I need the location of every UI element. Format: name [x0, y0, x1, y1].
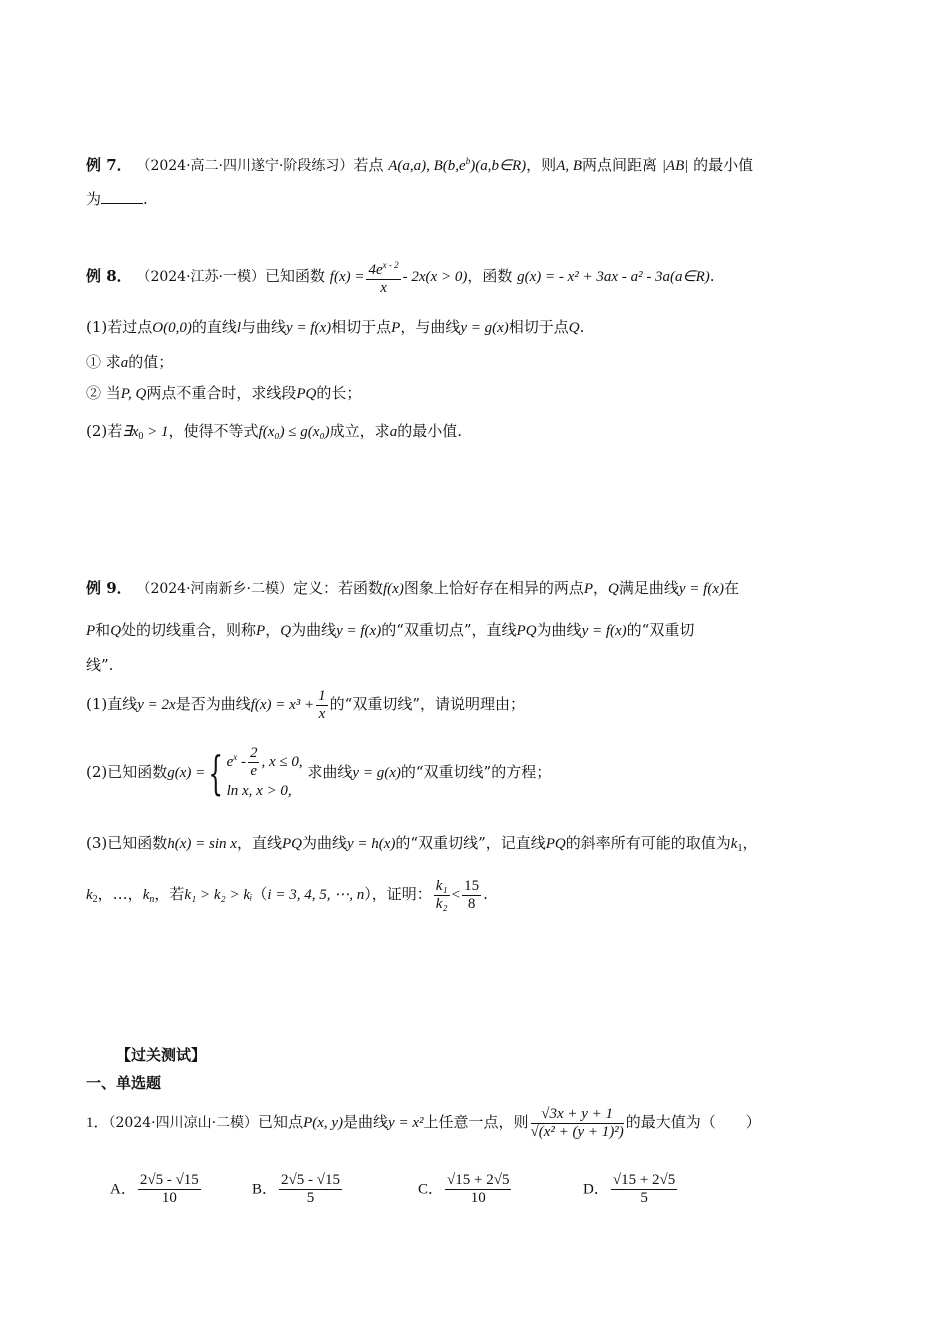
- ex7-math: A, B: [556, 158, 583, 174]
- ex9-part3-cont: $k_2$，…，$k_n$，若k₁ > k₂ > kᵢ（i = 3, 4, 5, ⋯, n），证明： $\frac{\text{k₁}}{\text{k₂}}$ < $\frac{15}{8}$ .: [86, 877, 488, 912]
- option-a[interactable]: A． $\frac{2√5 - √15}{10}$: [110, 1172, 199, 1206]
- option-d[interactable]: D． $\frac{√15 + 2√5}{5}$: [583, 1172, 676, 1206]
- ex9-part3: (3)已知函数h(x) = sin x，直线PQ为曲线y = h(x)的“双重切线”，记直线PQ的斜率所有可能的取值为$k_1$，: [86, 834, 758, 854]
- ex8-text: 已知函数: [264, 267, 325, 285]
- ex8-f-frac: $\frac{4e^{x - 2}}{x}$: [366, 257, 400, 297]
- ex7-label: 例 7．: [86, 156, 132, 174]
- q1-expression: $\frac{√3x + y + 1}{\text{√(x² + (y + 1)²)}}$: [530, 1105, 624, 1140]
- ex7-line2: [86, 188, 148, 210]
- ex8-source: （2024·江苏·一模）: [136, 269, 265, 285]
- ex8-f-rest: - 2x(x > 0): [402, 269, 468, 285]
- ex8-text: ，函数: [467, 267, 513, 285]
- ex7-source: （2024·高二·四川遂宁·阶段练习）: [136, 158, 354, 174]
- ex7-text: .: [143, 190, 148, 208]
- ex8-q2: ② 当P, Q两点不重合时，求线段PQ的长；: [86, 384, 362, 402]
- ex7-text: 的最小值: [693, 156, 754, 174]
- ex8-part2: (2)若$\exists x_0 > 1$，使得不等式f(x₀) ≤ g(x₀)成立，求a的最小值.: [86, 422, 462, 442]
- ex7-math: |AB|: [661, 158, 689, 174]
- ex9-source: （2024·河南新乡·二模）: [136, 581, 293, 597]
- ex8-part1: (1)若过点O(0,0)的直线l与曲线y = f(x)相切于点P，与曲线y = g(x)相切于点Q.: [86, 318, 585, 336]
- ex8-label: 例 8．: [86, 267, 132, 285]
- option-c[interactable]: C． $\frac{√15 + 2√5}{10}$: [418, 1172, 510, 1206]
- ex7-text: 为: [86, 190, 102, 208]
- test-q1: 1．（2024·四川凉山·二模）已知点P(x, y)是曲线y = x²上任意一点，则 $\frac{√3x + y + 1}{\text{√(x² + (y + 1)²)}}$ 的最大值为（ ）: [86, 1105, 761, 1140]
- ex8-q1: ① 求a的值；: [86, 353, 174, 371]
- test-heading: 【过关测试】: [116, 1046, 207, 1064]
- ex7-line1: [86, 150, 753, 177]
- ex9-line1: 例 9． （2024·河南新乡·二模）定义：若函数f(x)图象上恰好存在相异的两点P，Q满足曲线y = f(x)在: [86, 579, 740, 597]
- ex9-line2: P和Q处的切线重合，则称P，Q为曲线y = f(x)的“双重切点”，直线PQ为曲线y = f(x)的“双重切: [86, 621, 695, 639]
- ex7-points: A(a,a), $B(b,e^b)(a,b\in R)$: [388, 156, 527, 174]
- ex9-line3: 线”.: [86, 656, 114, 674]
- ex7-text: 若点: [353, 156, 384, 174]
- ex8-g-def: g(x) = - x² + 3ax - a² - 3a(a∈R): [517, 269, 710, 285]
- ex8-text: .: [709, 267, 715, 285]
- option-b[interactable]: B． $\frac{2√5 - √15}{5}$: [252, 1172, 340, 1206]
- ex8-line1: [86, 256, 715, 297]
- piecewise-cases: $e^x$ - $\frac{2}{e}$ , x ≤ 0, ln x, x > 0,: [226, 744, 303, 799]
- section-title: 一、单选题: [86, 1074, 162, 1092]
- ex9-part1: (1)直线y = 2x是否为曲线f(x) = x³ + $\frac{1}{x}$ 的“双重切线”，请说明理由；: [86, 687, 526, 722]
- ex9-label: 例 9．: [86, 579, 132, 597]
- ex7-text: ，则: [526, 156, 557, 174]
- ex7-text: 两点间距离: [582, 156, 658, 174]
- ex8-f-def: f(x) =: [329, 269, 365, 285]
- ex9-part2: (2)已知函数g(x) ={ $e^x$ - $\frac{2}{e}$ , x ≤ 0, ln x, x > 0, 求曲线y = g(x)的“双重切线”的方程；: [86, 744, 552, 800]
- answer-blank: [101, 189, 143, 204]
